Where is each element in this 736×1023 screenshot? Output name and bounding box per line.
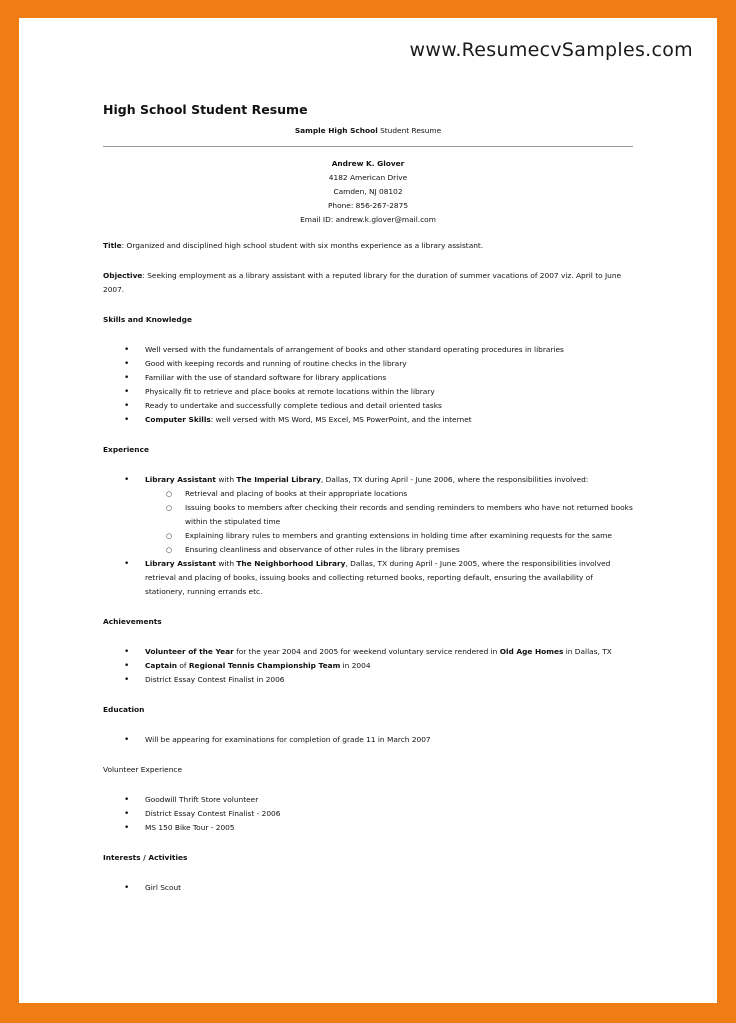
achievements-list	[103, 645, 633, 687]
list-item: • Ready to undertake and successfully complete tedious and detail oriented tasks	[103, 399, 633, 413]
list-item: ○ Ensuring cleanliness and observance of other rules in the library premises	[103, 543, 633, 557]
resume-document	[103, 101, 633, 895]
job-details: , Dallas, TX during April - June 2005, where the responsibilities involved retrieval and placing of books, issuing books and collecting returned books, reporting default, ensuring the availability of stationery, running errands etc.	[145, 559, 611, 596]
page-title: High School Student Resume	[103, 102, 308, 117]
achievement-bold: Captain	[145, 661, 178, 670]
candidate-name: Andrew K. Glover	[331, 159, 405, 168]
list-item	[103, 413, 633, 427]
title-text: : Organized and disciplined high school student with six months experience as a library assistant.	[121, 241, 484, 250]
section-heading-interests: Interests / Activities	[103, 853, 188, 862]
subtitle-bold: Sample High School	[294, 126, 378, 135]
section-heading-achievements: Achievements	[103, 617, 162, 626]
section-heading-education: Education	[103, 705, 145, 714]
computer-skills-text: : well versed with MS Word, MS Excel, MS PowerPoint, and the internet	[210, 415, 472, 424]
list-item: • Well versed with the fundamentals of arrangement of books and other standard operating procedures in libraries	[103, 343, 633, 357]
phone: Phone: 856-267-2875	[327, 201, 409, 210]
list-item: ○ Issuing books to members after checking their records and sending reminders to members who have not returned books within the stipulated time	[103, 501, 633, 529]
list-item	[103, 659, 633, 673]
computer-skills-label: Computer Skills	[145, 415, 211, 424]
list-item: • Will be appearing for examinations for completion of grade 11 in March 2007	[103, 733, 633, 747]
section-heading-volunteer: Volunteer Experience	[103, 765, 183, 774]
section-heading-experience: Experience	[103, 445, 149, 454]
address-line-2: Camden, NJ 08102	[333, 187, 403, 196]
subtitle-rest: Student Resume	[377, 126, 442, 135]
job-with: with	[215, 559, 237, 568]
achievement-text: in 2004	[340, 661, 371, 670]
job-with: with	[215, 475, 237, 484]
job-org: The Imperial Library	[236, 475, 321, 484]
site-watermark: www.ResumecvSamples.com	[409, 39, 693, 61]
list-item: ○ Retrieval and placing of books at their appropriate locations	[103, 487, 633, 501]
job-details: , Dallas, TX during April - June 2006, where the responsibilities involved:	[320, 475, 589, 484]
achievement-text: in Dallas, TX	[563, 647, 612, 656]
list-item: • Good with keeping records and running of routine checks in the library	[103, 357, 633, 371]
address-line-1: 4182 American Drive	[328, 173, 408, 182]
list-item	[103, 645, 633, 659]
list-item: • MS 150 Bike Tour - 2005	[103, 821, 633, 835]
education-list	[103, 733, 633, 747]
list-item	[103, 473, 633, 487]
achievement-bold: Old Age Homes	[499, 647, 564, 656]
section-heading-skills: Skills and Knowledge	[103, 315, 192, 324]
list-item: • Girl Scout	[103, 881, 633, 895]
job-role: Library Assistant	[145, 475, 216, 484]
objective-label: Objective	[103, 271, 143, 280]
job-org: The Neighborhood Library	[236, 559, 346, 568]
job-role: Library Assistant	[145, 559, 216, 568]
title-statement	[103, 239, 633, 253]
interests-list	[103, 881, 633, 895]
achievement-text: of	[177, 661, 189, 670]
achievement-bold: Regional Tennis Championship Team	[188, 661, 341, 670]
title-label: Title	[103, 241, 122, 250]
subtitle	[103, 124, 633, 138]
contact-block	[103, 157, 633, 227]
achievement-bold: Volunteer of the Year	[145, 647, 234, 656]
list-item: • Familiar with the use of standard software for library applications	[103, 371, 633, 385]
objective-statement	[103, 269, 633, 297]
list-item: • Physically fit to retrieve and place books at remote locations within the library	[103, 385, 633, 399]
email: Email ID: andrew.k.glover@mail.com	[300, 215, 436, 224]
objective-text: : Seeking employment as a library assistant with a reputed library for the duration of summer vacations of 2007 viz. April to June 2007.	[103, 271, 622, 294]
list-item: • District Essay Contest Finalist in 2006	[103, 673, 633, 687]
divider	[103, 146, 633, 147]
list-item	[103, 557, 633, 599]
skills-list	[103, 343, 633, 427]
list-item: • Goodwill Thrift Store volunteer	[103, 793, 633, 807]
experience-list	[103, 473, 633, 599]
volunteer-list	[103, 793, 633, 835]
list-item: ○ Explaining library rules to members and granting extensions in holding time after examining requests for the same	[103, 529, 633, 543]
achievement-text: for the year 2004 and 2005 for weekend voluntary service rendered in	[233, 647, 500, 656]
list-item: • District Essay Contest Finalist - 2006	[103, 807, 633, 821]
